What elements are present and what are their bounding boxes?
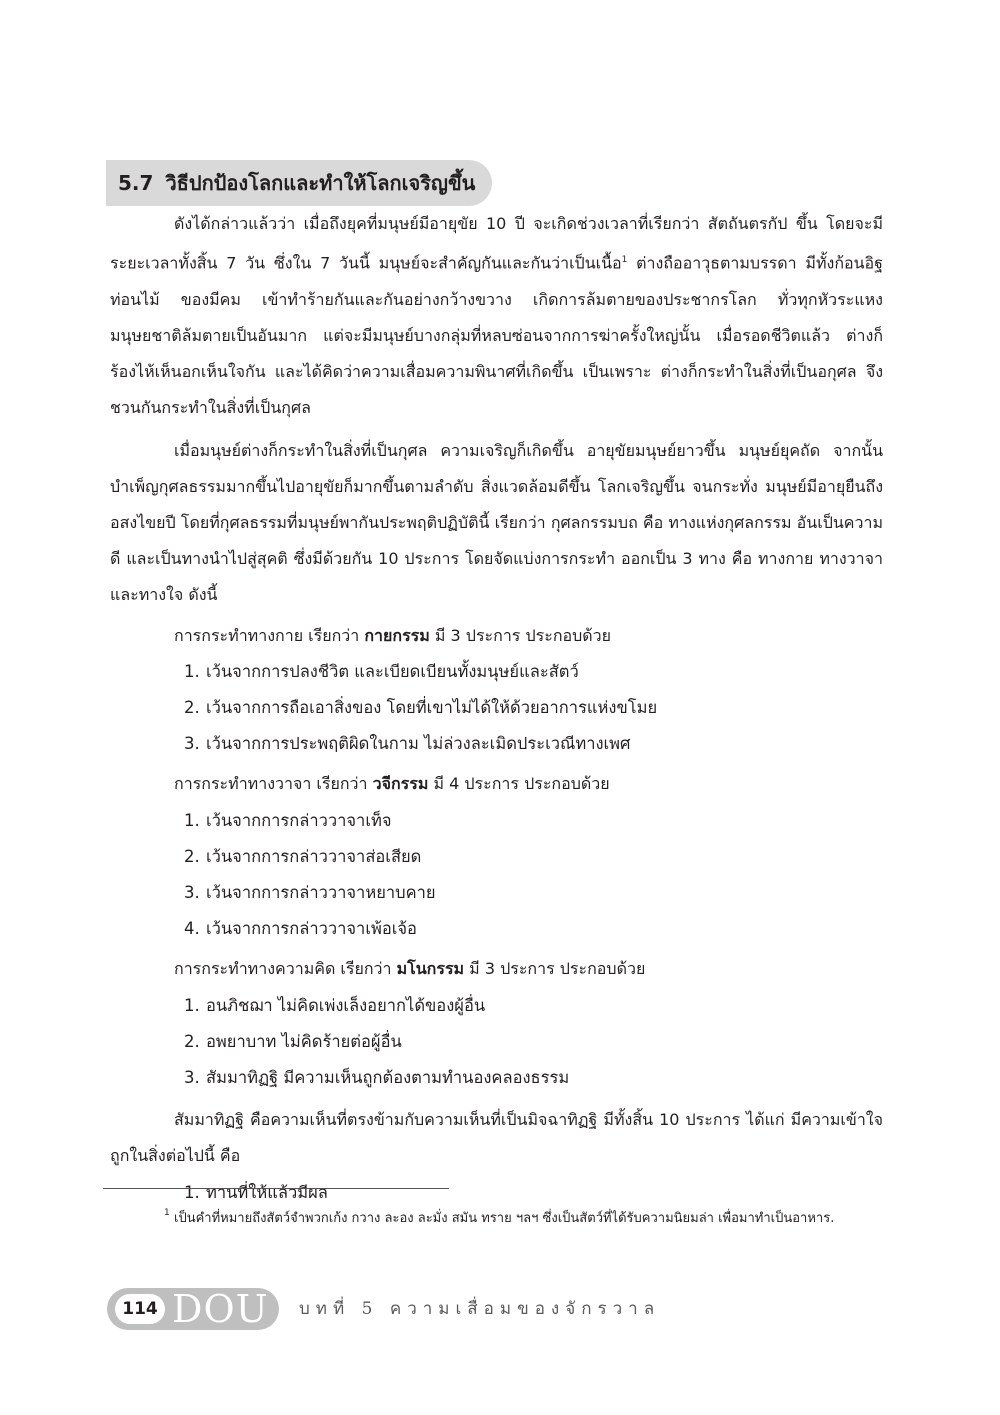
footnote — [164, 1206, 884, 1232]
list-item — [110, 839, 883, 875]
vaci-lead — [110, 766, 883, 802]
list-text: เว้นจากการกล่าววาจาส่อเสียด — [206, 846, 422, 866]
list-item — [110, 911, 883, 947]
paragraph-1-part-a: ดังได้กล่าวแล้วว่า เมื่อถึงยุคที่มนุษย์มีอายุขัย 10 ปี จะเกิดช่วงเวลาที่เรียกว่า สัตถันตรกัป ขึ้น โดยจะมีระยะเวลาทั้งสิ้น 7 วัน ซึ่งใน 7 วันนี้ มนุษย์จะสำคัญกันและกันว่าเป็นเนื้อ — [110, 214, 883, 273]
section-title: วิธีปกป้องโลกและทำให้โลกเจริญขึ้น — [165, 171, 476, 195]
list-text: สัมมาทิฏฐิ มีความเห็นถูกต้องตามทำนองคลองธรรม — [206, 1068, 570, 1087]
footnote-divider — [103, 1188, 449, 1189]
mano-lead-text: การกระทำทางความคิด เรียกว่า — [174, 959, 397, 979]
list-number: 2. — [184, 1031, 200, 1051]
list-item — [110, 875, 883, 911]
list-number: 3. — [184, 734, 200, 754]
list-number: 3. — [184, 882, 200, 902]
paragraph-2: เมื่อมนุษย์ต่างก็กระทำในสิ่งที่เป็นกุศล ความเจริญก็เกิดขึ้น อายุขัยมนุษย์ยาวขึ้น มนุษย์ยุคถัด จากนั้นบำเพ็ญกุศลธรรมมากขึ้นไปอายุขัยก็มากขึ้นตามลำดับ สิ่งแวดล้อมดีขึ้น โลกเจริญขึ้น จนกระทั่ง มนุษย์มีอายุยืนถึงอสงไขยปี โดยที่กุศลธรรมที่มนุษย์พากันประพฤติปฏิบัตินี้ เรียกว่า กุศลกรรมบถ คือ ทางแห่งกุศลกรรม อันเป็นความดี และเป็นทางนำไปสู่สุคติ ซึ่งมีด้วยกัน 10 ประการ โดยจัดแบ่งการกระทำ ออกเป็น 3 ทาง คือ ทางกาย ทางวาจา และทางใจ ดังนี้ — [110, 440, 883, 605]
list-item — [110, 988, 883, 1024]
mano-lead — [110, 951, 883, 987]
list-text: เว้นจากการกล่าววาจาเท็จ — [206, 810, 392, 830]
list-item — [110, 726, 883, 762]
list-text: เว้นจากการปลงชีวิต และเบียดเบียนทั้งมนุษย์และสัตว์ — [206, 661, 579, 681]
kaya-lead-suffix: มี 3 ประการ ประกอบด้วย — [429, 625, 612, 645]
list-text: ทานที่ให้แล้วมีผล — [206, 1182, 328, 1202]
paragraph-1 — [110, 206, 883, 427]
kaya-term: กายกรรม — [364, 625, 430, 645]
list-text: อนภิชฌา ไม่คิดเพ่งเล็งอยากได้ของผู้อื่น — [206, 995, 486, 1015]
list-number: 1. — [184, 810, 200, 830]
footnote-reference: 1 — [621, 255, 628, 266]
list-item — [110, 1060, 883, 1096]
vaci-lead-text: การกระทำทางวาจา เรียกว่า — [174, 774, 373, 794]
kaya-lead — [110, 618, 883, 654]
body-text — [110, 206, 883, 1211]
list-text: อพยาบาท ไม่คิดร้ายต่อผู้อื่น — [206, 1031, 402, 1051]
vaci-lead-suffix: มี 4 ประการ ประกอบด้วย — [428, 774, 610, 794]
mano-lead-suffix: มี 3 ประการ ประกอบด้วย — [464, 959, 646, 979]
list-item — [110, 654, 883, 690]
list-number: 1. — [184, 661, 200, 681]
kaya-lead-text: การกระทำทางกาย เรียกว่า — [174, 625, 365, 645]
list-number: 1. — [184, 995, 200, 1015]
vaci-term: วจีกรรม — [372, 774, 429, 794]
footnote-text: เป็นคำที่หมายถึงสัตว์จำพวกเก้ง กวาง ละอง ละมั่ง สมัน ทราย ฯลฯ ซึ่งเป็นสัตว์ที่ได้รับความนิยมล่า เพื่อมาทำเป็นอาหาร. — [174, 1211, 835, 1226]
mano-term: มโนกรรม — [396, 959, 465, 979]
list-number: 4. — [184, 919, 200, 939]
footnote-mark: 1 — [164, 1208, 170, 1218]
list-number: 3. — [184, 1068, 200, 1087]
list-number: 1. — [184, 1182, 200, 1202]
list-text: เว้นจากการประพฤติผิดในกาม ไม่ล่วงละเมิดประเวณีทางเพศ — [206, 734, 631, 754]
paragraph-3: สัมมาทิฏฐิ คือความเห็นที่ตรงข้ามกับความเห็นที่เป็นมิจฉาทิฏฐิ มีทั้งสิ้น 10 ประการ ได้แก่ มีความเข้าใจถูกในสิ่งต่อไปนี้ คือ — [110, 1110, 883, 1166]
paragraph-1-part-b: ต่างถืออาวุธตามบรรดา มีทั้งก้อนอิฐ ท่อนไม้ ของมีคม เข้าทำร้ายกันและกันอย่างกว้างขวาง เกิดการล้มตายของประชากรโลก ทั่วทุกหัวระแหง มนุษยชาติล้มตายเป็นอันมาก แต่จะมีมนุษย์บางกลุ่มที่หลบซ่อนจากการฆ่าครั้งใหญ่นั้น เมื่อรอดชีวิตแล้ว ต่างก็ร้องไห้เห็นอกเห็นใจกัน และได้คิดว่าความเสื่อมความพินาศที่เกิดขึ้น เป็นเพราะ ต่างก็กระทำในสิ่งที่เป็นอกุศล จึงชวนกันกระทำในสิ่งที่เป็นกุศล — [110, 253, 883, 418]
list-item — [110, 1024, 883, 1060]
list-text: เว้นจากการกล่าววาจาเพ้อเจ้อ — [206, 919, 417, 939]
list-number: 2. — [184, 846, 200, 866]
list-item — [110, 803, 883, 839]
brand-logo-text: DOU — [172, 1287, 269, 1331]
list-item — [110, 690, 883, 726]
chapter-running-title: บทที่ 5 ความเสื่อมของจักรวาล — [299, 1299, 661, 1319]
list-number: 2. — [184, 697, 200, 717]
list-text: เว้นจากการกล่าววาจาหยาบคาย — [206, 882, 436, 902]
section-number: 5.7 — [118, 171, 154, 195]
page-number: 114 — [115, 1294, 165, 1324]
list-text: เว้นจากการถือเอาสิ่งของ โดยที่เขาไม่ได้ให้ด้วยอาการแห่งขโมย — [206, 697, 658, 717]
section-heading — [106, 160, 492, 206]
